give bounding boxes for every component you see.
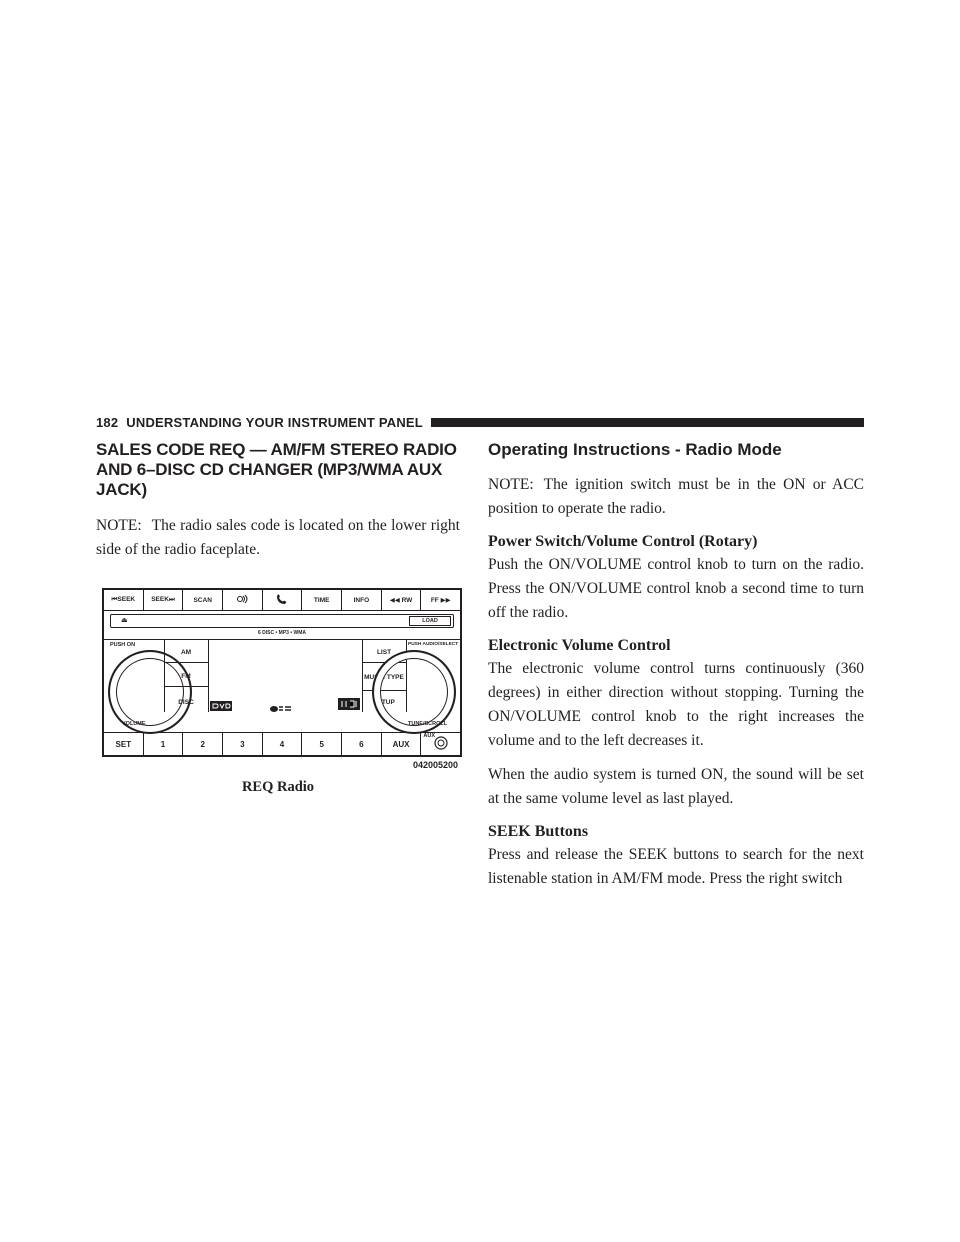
radio-faceplate-illustration [102, 588, 462, 757]
section-title: UNDERSTANDING YOUR INSTRUMENT PANEL [126, 414, 423, 430]
radio-cd-slot [110, 614, 454, 628]
left-column [96, 440, 460, 796]
radio-preset-2-button: 2 [183, 733, 223, 755]
radio-push-audio-label: PUSH AUDIO/SELECT [408, 642, 459, 647]
note-label: NOTE: [96, 517, 142, 534]
radio-preset-1-button: 1 [144, 733, 184, 755]
radio-cd-label: 6 DISC • MP3 • WMA [258, 630, 306, 636]
radio-preset-5-button: 5 [302, 733, 342, 755]
radio-disc-button: DISC [178, 698, 194, 706]
rds-logo-icon [269, 700, 293, 718]
radio-fast-forward-button: FF ▶▶ [430, 597, 451, 604]
page-number: 182 [96, 414, 119, 430]
radio-fm-button: FM [164, 666, 208, 687]
radio-phone-icon [263, 590, 303, 610]
seek-buttons-paragraph: Press and release the SEEK buttons to search for the next listenable station in AM/FM mode. Press the right switch [488, 846, 864, 887]
figure-caption: REQ Radio [241, 779, 315, 795]
volume-control-heading: Electronic Volume Control [488, 637, 671, 654]
radio-setup-button: SETUP [373, 698, 395, 706]
radio-preset-3-button: 3 [223, 733, 263, 755]
radio-aux-button: AUX [382, 733, 422, 755]
radio-display-left-edge [208, 640, 209, 712]
radio-list-button: LIST [362, 642, 406, 663]
dvd-logo-icon [210, 698, 232, 716]
volume-control-paragraph: The electronic volume control turns continuously (360 degrees) in either direction without stopping. Turning the ON/VOLUME control knob to the right increases the volume and to the left decreases it. [488, 660, 864, 749]
radio-aux-jack [421, 733, 460, 755]
header-rule-bar [431, 418, 864, 427]
radio-code-note [96, 514, 460, 562]
radio-volume-label: VOLUME [122, 721, 146, 727]
radio-aux-jack-label: AUX [423, 733, 435, 739]
sales-code-heading: SALES CODE REQ — AM/FM STEREO RADIO AND 6–DISC CD CHANGER (MP3/WMA AUX JACK) [96, 440, 457, 499]
radio-seek-forward-button: SEEK⏭ [144, 590, 184, 610]
radio-am-button: AM [164, 642, 208, 663]
radio-seek-back-button: ⏮SEEK [104, 590, 144, 610]
operating-instructions-heading: Operating Instructions - Radio Mode [488, 440, 782, 459]
radio-figure [96, 588, 460, 796]
note-text: The ignition switch must be in the ON or ACC position to operate the radio. [488, 476, 864, 517]
radio-set-button: SET [104, 733, 144, 755]
figure-code: 042005200 [412, 760, 458, 770]
page-header [96, 414, 864, 430]
usb-logo-icon [338, 697, 360, 715]
aux-jack-icon [433, 735, 449, 753]
power-switch-paragraph: Push the ON/VOLUME control knob to turn on the radio. Press the ON/VOLUME control knob a second time to turn off the radio. [488, 556, 864, 621]
right-column [488, 440, 864, 901]
seek-buttons-heading: SEEK Buttons [488, 823, 589, 840]
radio-tune-label: TUNE/SCROLL [408, 721, 448, 727]
radio-load-button: LOAD [409, 616, 451, 626]
radio-scan-button: SCAN [183, 590, 223, 610]
ignition-note [488, 473, 864, 521]
radio-push-on-label: PUSH ON [110, 642, 136, 648]
radio-preset-4-button: 4 [263, 733, 303, 755]
radio-music-type-button: MUSIC TYPE [362, 664, 406, 691]
eject-icon: ⏏ [121, 617, 128, 624]
radio-rewind-button: ◀◀ RW [382, 590, 422, 610]
radio-top-button-row [104, 590, 460, 611]
power-switch-heading: Power Switch/Volume Control (Rotary) [488, 533, 758, 550]
note-text: The radio sales code is located on the lower right side of the radio faceplate. [96, 517, 460, 558]
note-label: NOTE: [488, 476, 534, 493]
radio-bottom-button-row [104, 732, 460, 755]
radio-info-button: INFO [342, 590, 382, 610]
radio-voice-icon [223, 590, 263, 610]
volume-level-paragraph: When the audio system is turned ON, the sound will be set at the same volume level as last played. [488, 766, 864, 807]
radio-time-button: TIME [302, 590, 342, 610]
radio-preset-6-button: 6 [342, 733, 382, 755]
